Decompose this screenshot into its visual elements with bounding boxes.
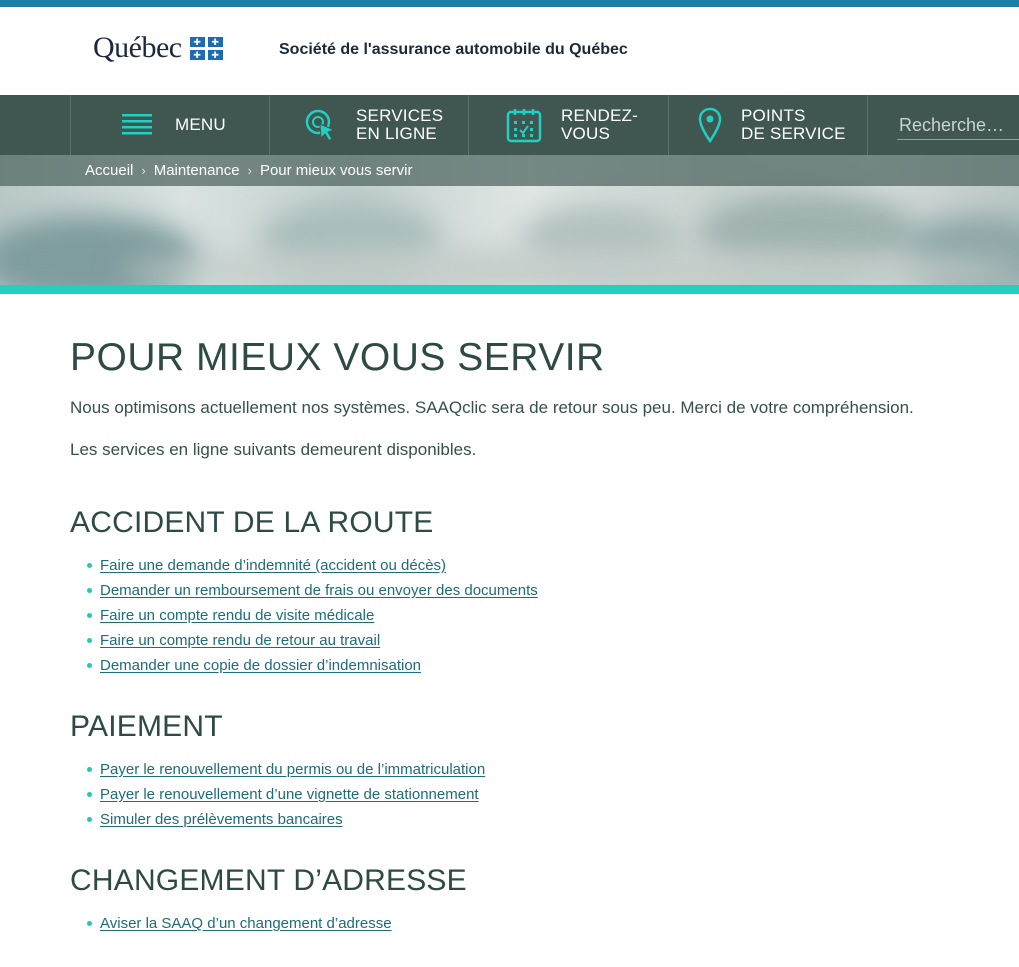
cursor-click-icon [304, 108, 338, 142]
nav-services-line1: SERVICES [356, 106, 444, 125]
page-title: POUR MIEUX VOUS SERVIR [70, 336, 605, 379]
search-input[interactable] [897, 111, 1019, 140]
section-title: PAIEMENT [70, 710, 223, 743]
link-changement-adresse[interactable]: Aviser la SAAQ d’un changement d’adresse [100, 915, 392, 932]
link-list [70, 911, 970, 936]
intro-text: Nous optimisons actuellement nos systèmes. SAAQclic sera de retour sous peu. Merci de votre compréhension. [70, 398, 914, 417]
nav-menu-button[interactable] [70, 95, 270, 155]
map-pin-icon [698, 107, 722, 143]
link-remboursement-frais[interactable]: Demander un remboursement de frais ou envoyer des documents [100, 582, 538, 599]
section-title: ACCIDENT DE LA ROUTE [70, 506, 434, 539]
breadcrumb-separator: › [141, 163, 146, 178]
organization-name: Société de l'assurance automobile du Québec [279, 41, 628, 58]
breadcrumb-accueil[interactable]: Accueil [85, 162, 134, 179]
nav-rdv-line2: VOUS [561, 124, 610, 143]
section-accident [70, 505, 970, 678]
list-item [100, 628, 970, 653]
brand-header [0, 7, 1019, 95]
link-simuler-prelevements[interactable]: Simuler des prélèvements bancaires [100, 811, 343, 828]
nav-menu-label: MENU [175, 115, 226, 134]
breadcrumb-maintenance[interactable]: Maintenance [153, 162, 240, 179]
nav-search [867, 95, 1019, 155]
logo-wordmark: Québec [93, 31, 182, 64]
list-item [100, 553, 970, 578]
list-item [100, 578, 970, 603]
breadcrumb-separator: › [247, 163, 252, 178]
link-demande-indemnite[interactable]: Faire une demande d’indemnité (accident ou décès) [100, 557, 447, 574]
accent-bar [0, 285, 1019, 294]
quebec-logo[interactable] [93, 31, 223, 65]
fleur-de-lis-flag-icon: ✚ ✚ ✚ ✚ [190, 37, 223, 60]
link-visite-medicale[interactable]: Faire un compte rendu de visite médicale [100, 607, 375, 624]
breadcrumb-current: Pour mieux vous servir [259, 162, 413, 179]
link-list [70, 757, 970, 832]
top-stripe [0, 0, 1019, 7]
list-item [100, 757, 970, 782]
nav-rendez-vous[interactable] [468, 95, 669, 155]
section-paiement [70, 709, 970, 832]
available-text: Les services en ligne suivants demeurent disponibles. [70, 440, 477, 459]
main-nav [0, 95, 1019, 155]
nav-services-line2: EN LIGNE [356, 124, 437, 143]
link-copie-dossier[interactable]: Demander une copie de dossier d’indemnisation [100, 657, 422, 674]
link-retour-travail[interactable]: Faire un compte rendu de retour au travail [100, 632, 381, 649]
list-item [100, 603, 970, 628]
list-item [100, 807, 970, 832]
nav-rdv-label [561, 107, 638, 143]
nav-rdv-line1: RENDEZ- [561, 106, 638, 125]
list-item [100, 911, 970, 936]
calendar-icon [506, 107, 542, 143]
link-payer-permis[interactable]: Payer le renouvellement du permis ou de l’immatriculation [100, 761, 486, 778]
nav-services-label [356, 107, 443, 143]
nav-points-line1: POINTS [741, 106, 806, 125]
nav-points-de-service[interactable] [668, 95, 868, 155]
hamburger-icon [122, 113, 152, 137]
link-list [70, 553, 970, 678]
nav-points-line2: DE SERVICE [741, 124, 846, 143]
main-content [70, 294, 970, 936]
breadcrumb [0, 155, 1019, 186]
nav-services-en-ligne[interactable] [269, 95, 469, 155]
list-item [100, 782, 970, 807]
link-payer-vignette[interactable]: Payer le renouvellement d’une vignette de stationnement [100, 786, 479, 803]
section-title: CHANGEMENT D’ADRESSE [70, 864, 467, 897]
list-item [100, 653, 970, 678]
nav-points-label [741, 107, 846, 143]
section-adresse [70, 863, 970, 936]
